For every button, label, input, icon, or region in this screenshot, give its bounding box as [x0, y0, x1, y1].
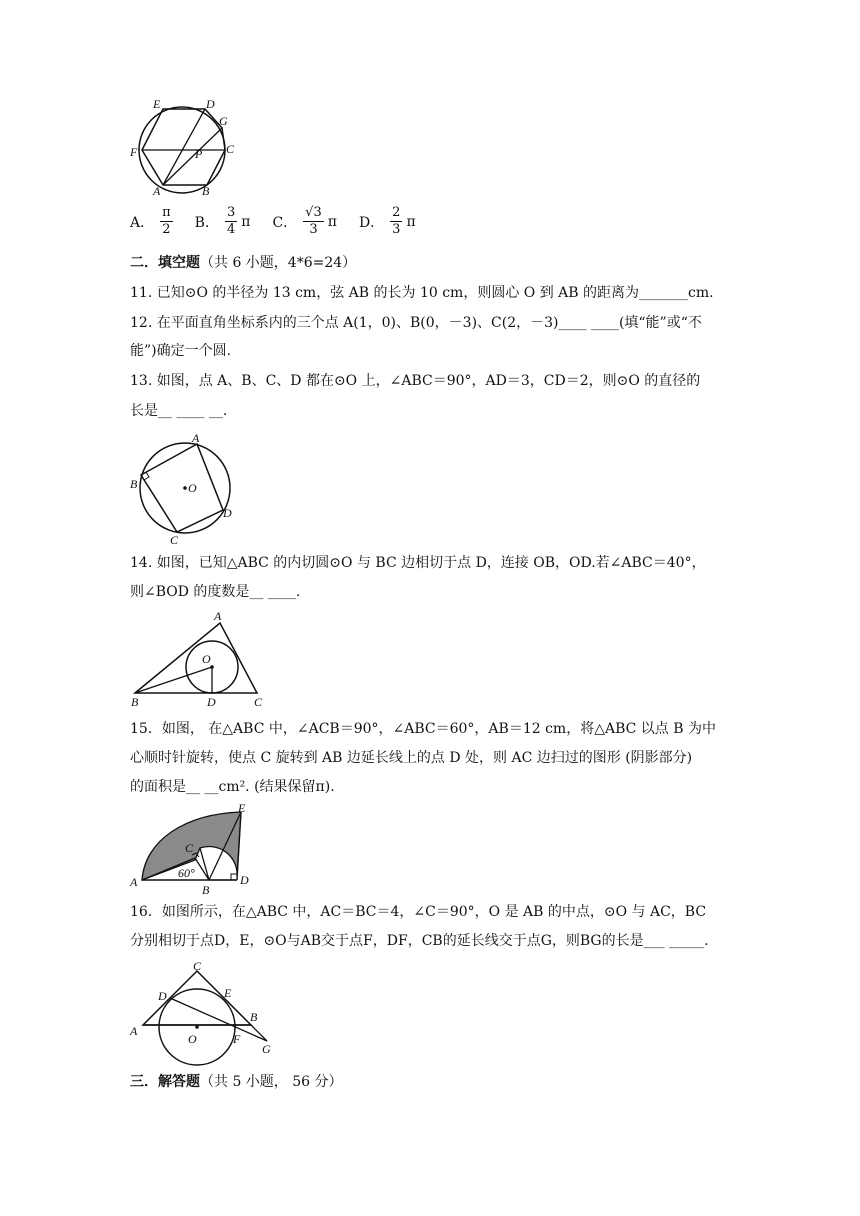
label-C: C: [185, 841, 194, 855]
label-G: G: [219, 114, 228, 128]
option-b-label: B．: [194, 214, 219, 231]
option-d-fraction: $\frac{2}{3}$: [392, 205, 401, 237]
option-c: [272, 205, 336, 238]
option-b: [195, 205, 251, 238]
figure-q13-circle-quadrilateral: [125, 430, 240, 545]
label-D: D: [240, 873, 249, 887]
figure-q15-rotation-shaded: [125, 800, 265, 895]
label-C: C: [254, 695, 263, 709]
label-E: E: [238, 801, 246, 815]
question-16-line1: 16．如图所示，在△ABC 中，AC＝BC＝4，∠C＝90°，O 是 AB 的中点，⊙O 与 AC，BC: [130, 904, 707, 920]
option-b-pi: π: [241, 213, 251, 230]
label-F: F: [233, 1032, 241, 1046]
label-B: B: [250, 1010, 258, 1024]
question-14-line1: 14. 如图，已知△ABC 的内切圆⊙O 与 BC 边相切于点 D，连接 OB，OD.若∠ABC＝40°，: [130, 555, 706, 571]
label-O: O: [188, 481, 197, 495]
label-A: A: [130, 875, 138, 889]
option-d-pi: π: [406, 213, 416, 230]
label-A: A: [192, 431, 200, 445]
question-15-line3: 的面积是__ __cm². (结果保留π).: [130, 779, 335, 795]
label-E: E: [224, 986, 232, 1000]
option-a: [130, 205, 173, 238]
option-c-pi: π: [327, 213, 337, 230]
label-A: A: [130, 1024, 138, 1038]
label-D: D: [158, 989, 167, 1003]
label-B: B: [130, 477, 138, 491]
label-F: F: [130, 145, 138, 159]
label-angle: 60°: [178, 866, 195, 880]
label-B: B: [202, 883, 210, 895]
question-15-line1: 15．如图， 在△ABC 中，∠ACB＝90°，∠ABC＝60°，AB＝12 cm，将△ABC 以点 B 为中: [130, 721, 716, 737]
section-2-heading: 二．填空题（共 6 小题，4*6=24）: [130, 255, 357, 271]
option-c-fraction: $\frac{√3}{3}$: [305, 205, 322, 237]
label-C: C: [226, 142, 235, 156]
label-C: C: [193, 959, 202, 973]
option-c-label: C．: [272, 214, 298, 231]
label-D: D: [206, 97, 215, 111]
option-d: [359, 205, 416, 238]
label-O: O: [188, 1032, 197, 1046]
label-G: G: [262, 1042, 271, 1056]
figure-q10-circle-polygon: [125, 95, 245, 200]
option-a-fraction: $\frac{\pi}{2}$: [162, 205, 171, 237]
label-A: A: [153, 184, 161, 198]
label-D: D: [223, 506, 232, 520]
option-b-fraction: $\frac{3}{4}$: [226, 205, 236, 237]
label-B: B: [131, 695, 139, 709]
question-13-line1: 13. 如图，点 A、B、C、D 都在⊙O 上，∠ABC＝90°，AD＝3，CD＝2，则⊙O 的直径的: [130, 373, 701, 389]
label-E: E: [153, 97, 161, 111]
label-D: D: [207, 695, 216, 709]
question-11: 11. 已知⊙O 的半径为 13 cm，弦 AB 的长为 10 cm，则圆心 O 到 AB 的距离为_______cm.: [130, 285, 714, 301]
label-P: P: [195, 147, 203, 161]
label-O: O: [202, 652, 211, 666]
question-12-line1: 12. 在平面直角坐标系内的三个点 A(1，0)、B(0，－3)、C(2，－3)____ ____(填“能”或“不: [130, 315, 702, 331]
label-C: C: [170, 533, 179, 545]
question-14-line2: 则∠BOD 的度数是__ ____.: [130, 584, 301, 600]
label-B: B: [202, 184, 210, 198]
question-15-line2: 心顺时针旋转，使点 C 旋转到 AB 边延长线上的点 D 处，则 AC 边扫过的图形 (阴影部分): [130, 750, 693, 766]
label-A: A: [214, 609, 222, 623]
question-12-line2: 能”)确定一个圆.: [130, 343, 232, 359]
q10-options: [130, 205, 438, 238]
question-13-line2: 长是__ ____ __.: [130, 403, 228, 419]
option-a-label: A．: [130, 214, 155, 231]
figure-q16-tangent-circle: [125, 955, 280, 1075]
question-16-line2: 分别相切于点D，E，⊙O与AB交于点F，DF，CB的延长线交于点G，则BG的长是___ _____.: [130, 933, 709, 949]
figure-q14-incircle-triangle: [125, 605, 275, 710]
option-d-label: D．: [358, 214, 385, 231]
section-3-heading: 三．解答题（共 5 小题， 56 分）: [130, 1074, 343, 1090]
